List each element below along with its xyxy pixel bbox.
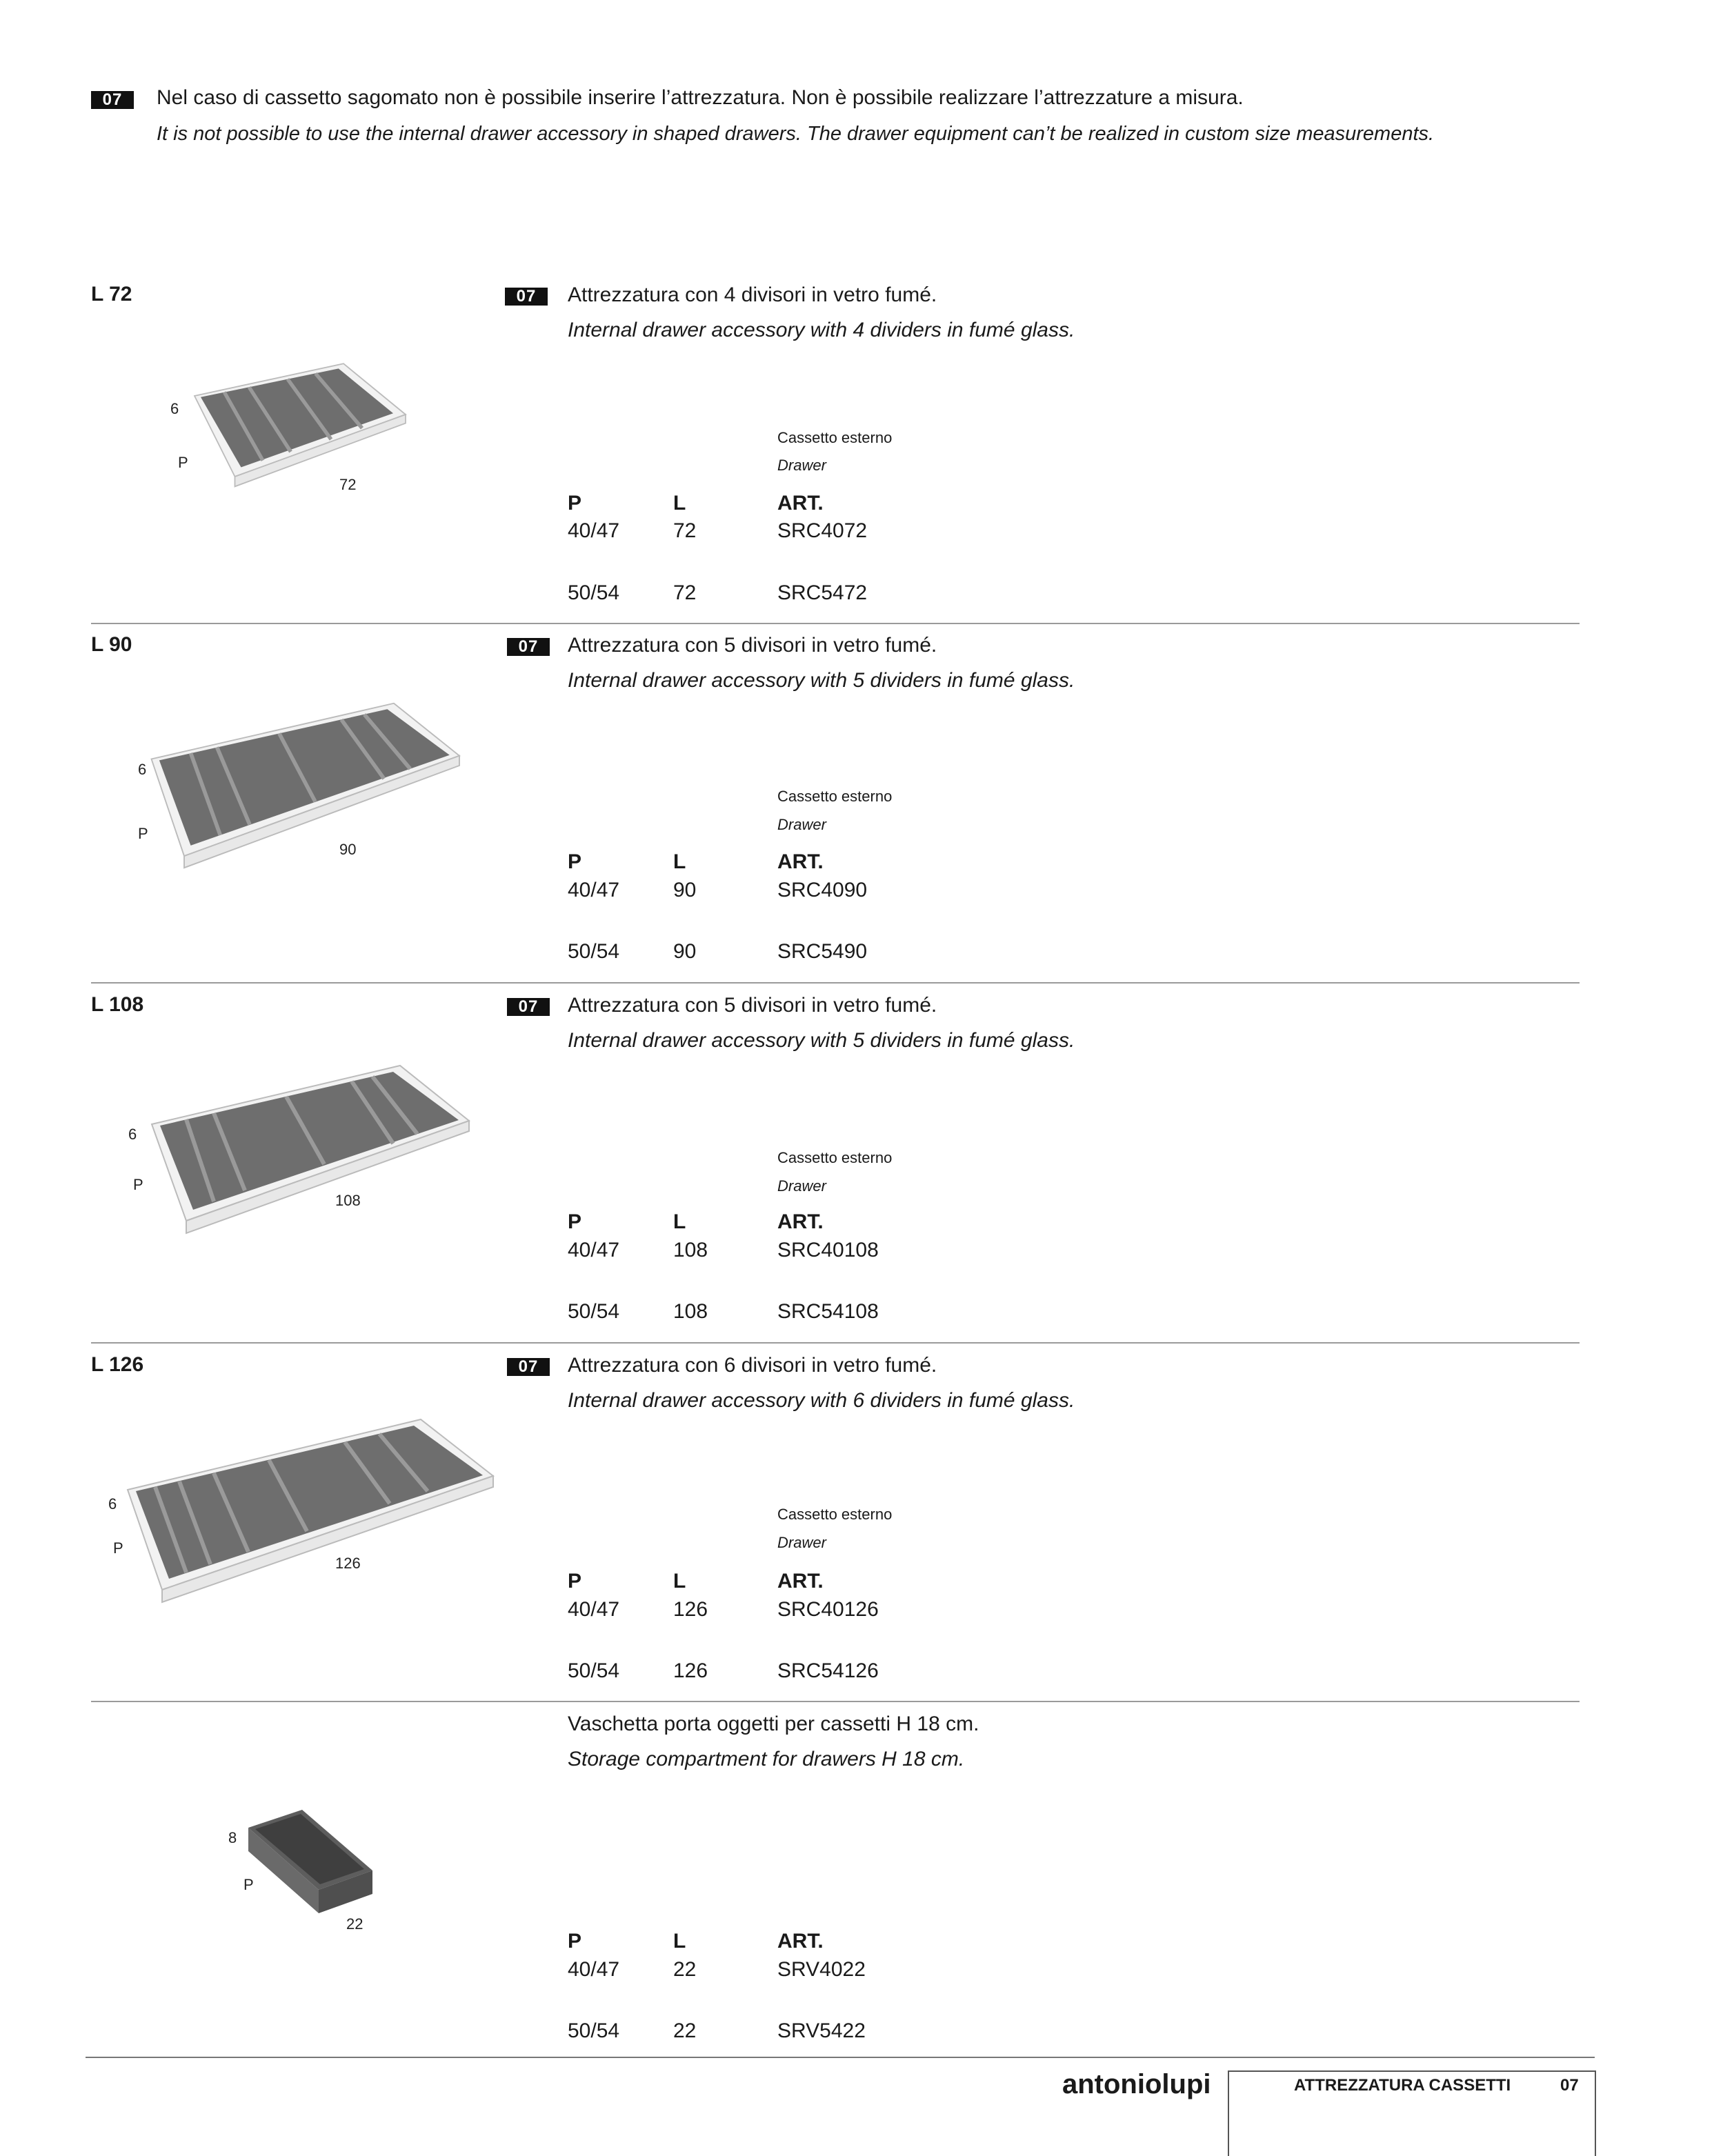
section-badge: 07	[507, 998, 550, 1016]
col-header-art: ART.	[777, 1210, 824, 1233]
col-header-l: L	[673, 850, 686, 873]
section-divider	[91, 1342, 1580, 1344]
table-cell: 72	[673, 519, 697, 542]
section-desc-it: Attrezzatura con 5 divisori in vetro fumé.	[568, 634, 937, 657]
section-desc-en: Internal drawer accessory with 5 dividers in fumé glass.	[568, 669, 1075, 692]
table-cell: 22	[673, 1958, 697, 1981]
dim-depth: P	[138, 825, 148, 842]
table-cell: 40/47	[568, 1239, 620, 1261]
table-cell: SRC40126	[777, 1598, 879, 1621]
dim-height: 6	[170, 400, 179, 417]
section-desc-en: Internal drawer accessory with 6 dividers in fumé glass.	[568, 1389, 1075, 1412]
table-cell: SRC40108	[777, 1239, 879, 1261]
section-divider	[91, 623, 1580, 624]
section-desc-en: Internal drawer accessory with 5 dividers in fumé glass.	[568, 1029, 1075, 1052]
drawer-tray-illustration	[124, 1414, 497, 1600]
col-header-art: ART.	[777, 1570, 824, 1593]
dim-length: 72	[339, 476, 357, 493]
section-badge: 07	[505, 288, 548, 306]
table-cell: 108	[673, 1239, 708, 1261]
section-desc-it: Attrezzatura con 4 divisori in vetro fumé.	[568, 283, 937, 306]
table-cell: SRC5490	[777, 940, 868, 963]
table-cell: 40/47	[568, 1958, 620, 1981]
table-cell: 40/47	[568, 1598, 620, 1621]
dim-depth: P	[113, 1539, 123, 1557]
section-desc-it: Attrezzatura con 6 divisori in vetro fumé.	[568, 1354, 937, 1377]
table-cell: 40/47	[568, 519, 620, 542]
dim-height: 6	[128, 1126, 137, 1143]
table-cell: SRV4022	[777, 1958, 866, 1981]
col-header-l: L	[673, 492, 686, 515]
section-label: L 90	[91, 633, 132, 656]
section-desc-it: Attrezzatura con 5 divisori in vetro fumé.	[568, 994, 937, 1017]
storage-tray-illustration	[246, 1808, 377, 1919]
table-cell: 72	[673, 581, 697, 604]
table-cell: 90	[673, 940, 697, 963]
table-cell: 90	[673, 879, 697, 901]
col-header-p: P	[568, 492, 582, 515]
col-header-l: L	[673, 1210, 686, 1233]
drawer-type-en: Drawer	[777, 1534, 826, 1551]
drawer-type-en: Drawer	[777, 816, 826, 833]
drawer-type-it: Cassetto esterno	[777, 1506, 893, 1523]
section-desc-en: Internal drawer accessory with 4 dividers in fumé glass.	[568, 319, 1075, 341]
dim-depth: P	[178, 454, 188, 471]
drawer-type-en: Drawer	[777, 457, 826, 474]
section-label: L 126	[91, 1353, 144, 1376]
footer-section-title: ATTREZZATURA CASSETTI	[1294, 2076, 1511, 2095]
table-cell: 50/54	[568, 1300, 620, 1323]
table-cell: SRC54108	[777, 1300, 879, 1323]
brand-logo: antoniolupi	[1062, 2069, 1211, 2099]
drawer-tray-illustration	[145, 700, 469, 852]
section-desc-it: Vaschetta porta oggetti per cassetti H 18 cm.	[568, 1713, 979, 1735]
col-header-p: P	[568, 1210, 582, 1233]
dim-depth: P	[133, 1176, 143, 1193]
table-cell: SRV5422	[777, 2019, 866, 2042]
dim-height: 6	[108, 1495, 117, 1513]
dim-depth: P	[243, 1876, 254, 1893]
dim-length: 126	[335, 1555, 361, 1572]
section-divider	[91, 1701, 1580, 1702]
drawer-tray-illustration	[176, 359, 424, 476]
col-header-art: ART.	[777, 850, 824, 873]
dim-height: 8	[228, 1829, 237, 1846]
table-cell: 50/54	[568, 2019, 620, 2042]
drawer-tray-illustration	[145, 1062, 476, 1228]
table-cell: 40/47	[568, 879, 620, 901]
section-badge: 07	[507, 1358, 550, 1376]
table-cell: 50/54	[568, 581, 620, 604]
section-desc-en: Storage compartment for drawers H 18 cm.	[568, 1748, 965, 1770]
col-header-art: ART.	[777, 1930, 824, 1953]
table-cell: 126	[673, 1659, 708, 1682]
footer-page-number: 07	[1560, 2076, 1579, 2095]
table-cell: SRC5472	[777, 581, 868, 604]
table-cell: 126	[673, 1598, 708, 1621]
table-cell: 50/54	[568, 1659, 620, 1682]
drawer-type-it: Cassetto esterno	[777, 1149, 893, 1166]
note-english: It is not possible to use the internal drawer accessory in shaped drawers. The drawer equipment can’t be realized in custom size measurements.	[157, 123, 1435, 145]
section-label: L 108	[91, 993, 144, 1016]
note-italian: Nel caso di cassetto sagomato non è possibile inserire l’attrezzatura. Non è possibile realizzare l’attrezzature a misura.	[157, 86, 1244, 109]
table-cell: 22	[673, 2019, 697, 2042]
dim-length: 108	[335, 1192, 361, 1209]
dim-length: 90	[339, 841, 357, 858]
note-badge: 07	[91, 91, 134, 109]
drawer-type-it: Cassetto esterno	[777, 429, 893, 446]
col-header-l: L	[673, 1930, 686, 1953]
section-badge: 07	[507, 638, 550, 656]
dim-height: 6	[138, 761, 147, 778]
section-divider	[91, 982, 1580, 984]
table-cell: 108	[673, 1300, 708, 1323]
col-header-l: L	[673, 1570, 686, 1593]
col-header-p: P	[568, 1570, 582, 1593]
col-header-p: P	[568, 1930, 582, 1953]
footer-rule	[86, 2057, 1595, 2058]
drawer-type-it: Cassetto esterno	[777, 788, 893, 805]
table-cell: SRC4090	[777, 879, 868, 901]
table-cell: SRC54126	[777, 1659, 879, 1682]
table-cell: 50/54	[568, 940, 620, 963]
dim-length: 22	[346, 1915, 363, 1933]
drawer-type-en: Drawer	[777, 1177, 826, 1195]
table-cell: SRC4072	[777, 519, 868, 542]
col-header-art: ART.	[777, 492, 824, 515]
section-label: L 72	[91, 283, 132, 306]
col-header-p: P	[568, 850, 582, 873]
